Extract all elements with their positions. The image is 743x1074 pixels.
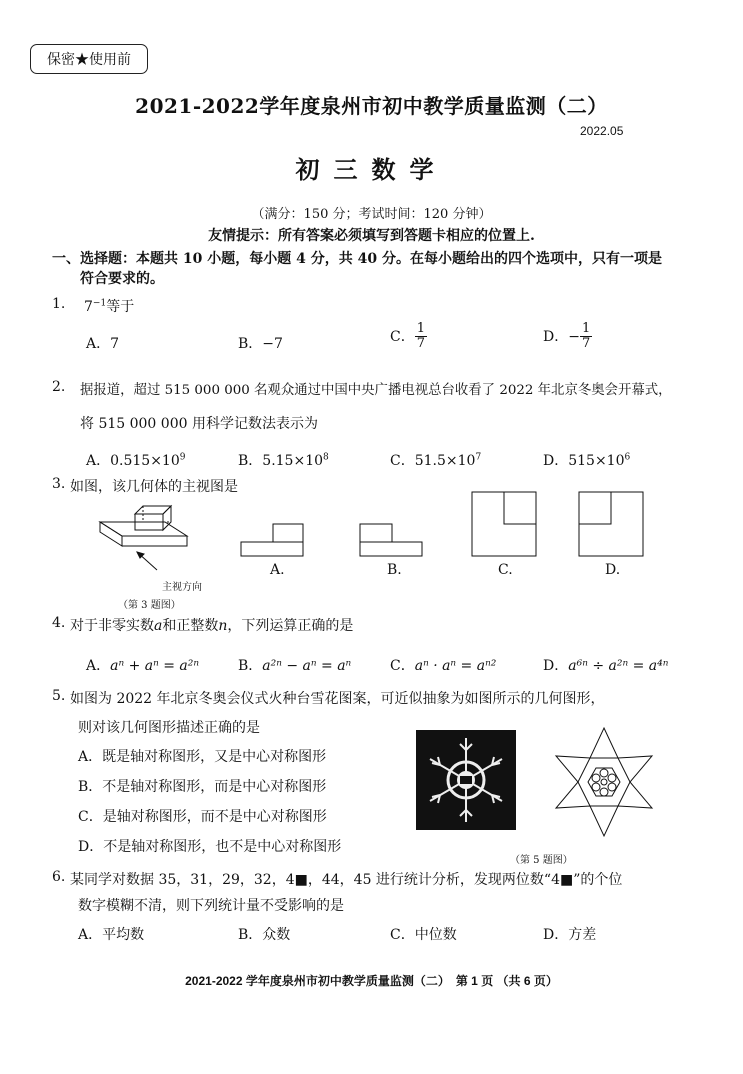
q2-option-a	[86, 450, 185, 470]
q1-rest: 等于	[106, 299, 135, 315]
q4-a-label: A．	[86, 658, 111, 674]
q6-option-b: B．众数	[238, 927, 291, 943]
q1-exp: −1	[92, 298, 107, 309]
q2-b-base: 5.15×10	[262, 453, 324, 469]
q1-option-d	[543, 322, 592, 352]
q4-option-d	[543, 655, 668, 675]
q2-option-b	[238, 450, 329, 470]
q3-caption: （第 3 题图）	[118, 600, 181, 611]
q1-option-a: A．7	[86, 336, 120, 352]
q2-option-d	[543, 450, 630, 470]
q5-line1: 如图为 2022 年北京冬奥会仪式火种台雪花图案，可近似抽象为如图所示的几何图形，	[70, 691, 605, 707]
q2-a-label: A．	[86, 453, 111, 469]
q2-b-exp: 8	[323, 452, 329, 463]
q2-d-base: 515×10	[568, 453, 625, 469]
section-heading-cont: 符合要求的。	[80, 271, 164, 287]
q1-number: 1.	[52, 296, 66, 312]
q2-line2: 将 515 000 000 用科学记数法表示为	[80, 416, 318, 432]
q1-option-c	[390, 322, 427, 352]
q5-caption: （第 5 题图）	[510, 855, 573, 866]
q1-c-fraction	[415, 322, 427, 352]
q5-line2: 则对该几何图形描述正确的是	[78, 720, 260, 736]
q1-d-fraction	[580, 322, 592, 352]
q6-line1: 某同学对数据 35，31，29，32，4■，44，45 进行统计分析，发现两位数“4■”的个位	[70, 872, 623, 888]
q4-stem-b: 和正整数	[162, 618, 219, 634]
q2-a-exp: 9	[179, 452, 186, 463]
q5-number: 5.	[52, 688, 66, 704]
q4-stem	[70, 615, 353, 635]
q4-option-c	[390, 655, 496, 675]
q4-b-expr: a²ⁿ − aⁿ = aⁿ	[262, 658, 352, 674]
q3-solid-figure	[95, 500, 200, 585]
q1-base: 7	[84, 299, 93, 315]
q2-c-base: 51.5×10	[414, 453, 476, 469]
q3-option-c-figure	[470, 490, 540, 560]
exam-date: 2022.05	[580, 124, 624, 138]
q4-stem-a: 对于非零实数	[70, 618, 154, 634]
q4-option-b	[238, 655, 351, 675]
q1-c-den: 7	[416, 336, 425, 352]
section-heading: 一、选择题：本题共 10 小题，每小题 4 分，共 40 分。在每小题给出的四个选项中，只有一项是	[52, 251, 662, 267]
q4-d-label: D．	[543, 658, 569, 674]
q2-b-label: B．	[238, 453, 263, 469]
q5-option-a: A．既是轴对称图形，又是中心对称图形	[78, 749, 327, 765]
q1-d-den: 7	[581, 336, 591, 352]
q4-d-expr: a⁶ⁿ ÷ a²ⁿ = a⁴ⁿ	[568, 658, 669, 674]
q3-option-c-label: C.	[498, 562, 513, 578]
q3-option-a-label: A.	[270, 562, 285, 578]
q2-number: 2.	[52, 379, 66, 395]
q2-a-base: 0.515×10	[110, 453, 180, 469]
q5-option-d: D．不是轴对称图形，也不是中心对称图形	[78, 839, 342, 855]
q1-c-num: 1	[416, 321, 425, 336]
q4-b-label: B．	[238, 658, 263, 674]
q4-c-label: C．	[390, 658, 415, 674]
q4-var-n: n	[218, 618, 228, 634]
q1-d-sign: −	[568, 328, 580, 345]
q2-line1: 据报道，超过 515 000 000 名观众通过中国中央广播电视总台收看了 2022 年北京冬奥会开幕式，	[80, 383, 672, 398]
page-footer: 2021-2022 学年度泉州市初中教学质量监测（二） 第 1 页 （共 6 页）	[185, 974, 558, 988]
q5-option-c: C．是轴对称图形，而不是中心对称图形	[78, 809, 327, 825]
q6-option-c: C．中位数	[390, 927, 457, 943]
q2-d-exp: 6	[624, 452, 631, 463]
q6-number: 6.	[52, 869, 66, 885]
score-info: （满分：150 分；考试时间：120 分钟）	[251, 207, 492, 222]
q1-c-label: C．	[390, 328, 415, 345]
q1-stem	[84, 296, 134, 316]
q4-a-expr: aⁿ + aⁿ = a²ⁿ	[110, 658, 200, 674]
confidential-seal	[30, 44, 148, 74]
q4-option-a	[86, 655, 199, 675]
q1-option-b: B．−7	[238, 336, 283, 352]
q5-hexagram-figure	[552, 726, 656, 838]
q1-d-label: D．	[543, 328, 569, 345]
q1-d-num: 1	[581, 321, 591, 336]
q3-arrow-label: 主视方向	[162, 582, 202, 593]
q3-option-d-figure	[577, 490, 647, 560]
q3-option-b-figure	[357, 520, 427, 560]
tips: 友情提示：所有答案必须填写到答题卡相应的位置上.	[208, 228, 535, 244]
q5-snowflake-photo	[416, 730, 516, 830]
q3-stem: 如图，该几何体的主视图是	[70, 479, 238, 495]
seal-text: 保密★使用前	[47, 52, 131, 68]
q2-option-c	[390, 450, 481, 470]
exam-title: 2021-2022学年度泉州市初中教学质量监测（二）	[135, 94, 608, 118]
q3-option-a-figure	[238, 520, 308, 560]
q3-number: 3.	[52, 476, 66, 492]
q6-option-a: A．平均数	[78, 927, 145, 943]
subject-title: 初三数学	[295, 155, 448, 184]
q6-line2: 数字模糊不清，则下列统计量不受影响的是	[78, 898, 344, 914]
q2-d-label: D．	[543, 453, 569, 469]
q3-option-d-label: D.	[605, 562, 621, 578]
q4-c-expr: aⁿ · aⁿ = aⁿ²	[414, 658, 497, 674]
q2-c-label: C．	[390, 453, 415, 469]
q4-var-a: a	[154, 618, 163, 634]
q4-number: 4.	[52, 615, 66, 631]
q5-option-b: B．不是轴对称图形，而是中心对称图形	[78, 779, 327, 795]
q4-stem-c: ，下列运算正确的是	[227, 618, 354, 634]
q2-c-exp: 7	[475, 452, 482, 463]
q3-option-b-label: B.	[387, 562, 402, 578]
q6-option-d: D．方差	[543, 927, 597, 943]
